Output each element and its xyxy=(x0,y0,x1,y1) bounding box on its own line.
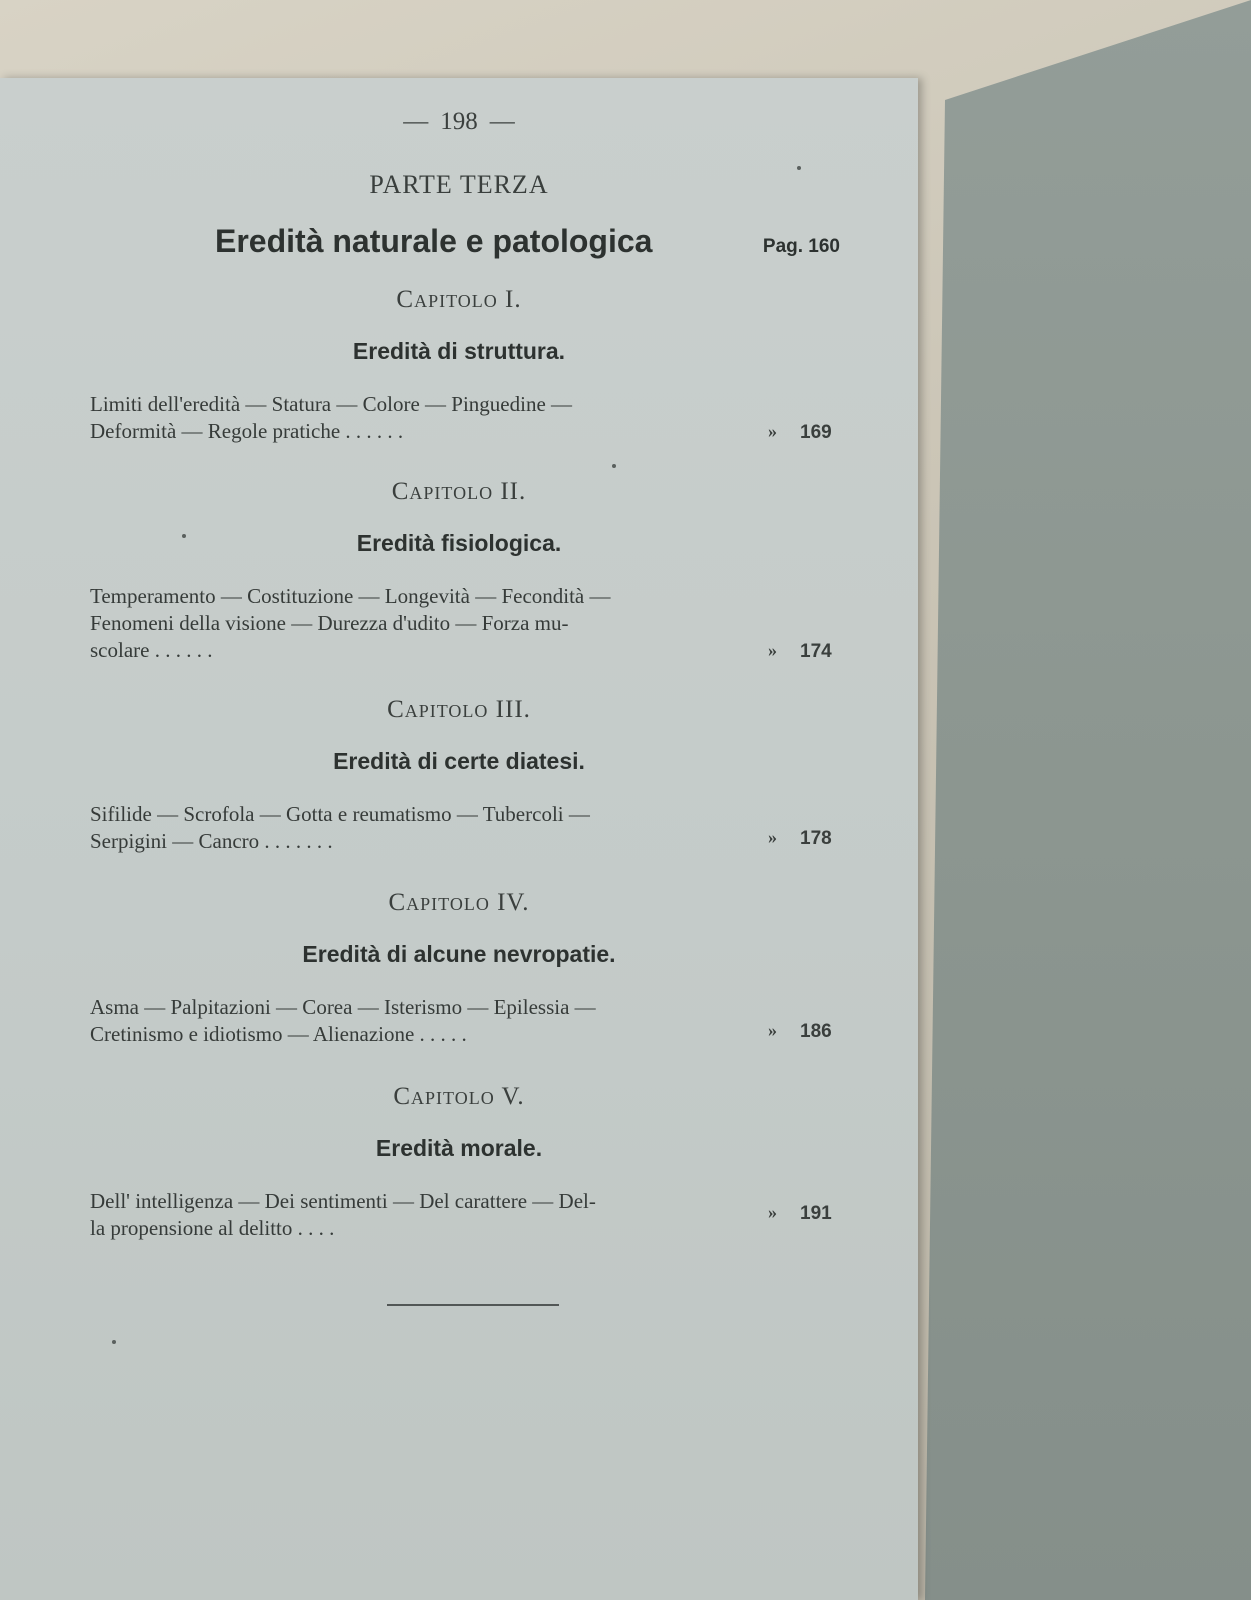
part-page-ref: Pag. 160 xyxy=(762,236,840,257)
entry-text xyxy=(90,994,762,1048)
entry-line: Cretinismo e idiotismo — Alienazione . . . . . xyxy=(90,1022,467,1046)
paper-speck xyxy=(612,464,616,468)
chapter-title: Eredità fisiologica. xyxy=(356,530,562,556)
chapter-3 xyxy=(0,696,918,861)
entry-line: Dell' intelligenza — Dei sentimenti — Del carattere — Del- xyxy=(90,1189,596,1213)
ditto-mark: » xyxy=(768,640,777,660)
entry-line: scolare . . . . . . xyxy=(90,638,213,662)
toc-entry xyxy=(0,391,918,451)
entry-page: 191 xyxy=(800,1203,832,1224)
toc-entry xyxy=(0,801,918,861)
ditto-mark: » xyxy=(768,827,777,847)
part-title: Eredità naturale e patologica xyxy=(215,223,653,259)
chapter-5 xyxy=(0,1083,918,1248)
chapter-label: Capitolo I. xyxy=(396,286,522,313)
paper-speck xyxy=(797,166,801,170)
entry-text xyxy=(90,1188,762,1242)
entry-page: 178 xyxy=(800,828,832,849)
page-number: — 198 — xyxy=(403,108,515,135)
entry-line: Temperamento — Costituzione — Longevità — Fecondità — xyxy=(90,584,611,608)
paper-speck xyxy=(182,534,186,538)
chapter-1 xyxy=(0,286,918,451)
chapter-2 xyxy=(0,478,918,669)
end-rule xyxy=(387,1304,559,1306)
paper-speck xyxy=(112,1340,116,1344)
toc-entry xyxy=(0,583,918,669)
ditto-mark: » xyxy=(768,1020,777,1040)
entry-line: Serpigini — Cancro . . . . . . . xyxy=(90,829,333,853)
chapter-label: Capitolo II. xyxy=(391,478,527,505)
part-label: PARTE TERZA xyxy=(369,170,549,199)
chapter-label: Capitolo III. xyxy=(387,696,531,723)
chapter-title: Eredità di struttura. xyxy=(352,338,566,364)
book-cover xyxy=(905,0,1251,1600)
entry-text xyxy=(90,801,762,855)
entry-line: Fenomeni della visione — Durezza d'udito — Forza mu- xyxy=(90,611,569,635)
chapter-4 xyxy=(0,889,918,1054)
entry-page: 186 xyxy=(800,1021,832,1042)
chapter-title: Eredità di alcune nevropatie. xyxy=(302,941,616,967)
toc-entry xyxy=(0,1188,918,1248)
ditto-mark: » xyxy=(768,421,777,441)
entry-line: la propensione al delitto . . . . xyxy=(90,1216,335,1240)
entry-line: Limiti dell'eredità — Statura — Colore — Pinguedine — xyxy=(90,392,573,416)
book-page xyxy=(0,78,918,1600)
entry-page: 174 xyxy=(800,641,832,662)
entry-text xyxy=(90,391,762,445)
entry-line: Deformità — Regole pratiche . . . . . . xyxy=(90,419,404,443)
entry-page: 169 xyxy=(800,422,832,443)
ditto-mark: » xyxy=(768,1202,777,1222)
chapter-label: Capitolo IV. xyxy=(388,889,530,916)
chapter-label: Capitolo V. xyxy=(393,1083,525,1110)
entry-line: Asma — Palpitazioni — Corea — Isterismo — Epilessia — xyxy=(90,995,596,1019)
chapter-title: Eredità di certe diatesi. xyxy=(333,748,585,774)
entry-line: Sifilide — Scrofola — Gotta e reumatismo — Tubercoli — xyxy=(90,802,590,826)
chapter-title: Eredità morale. xyxy=(375,1135,543,1161)
entry-text xyxy=(90,583,762,664)
toc-entry xyxy=(0,994,918,1054)
